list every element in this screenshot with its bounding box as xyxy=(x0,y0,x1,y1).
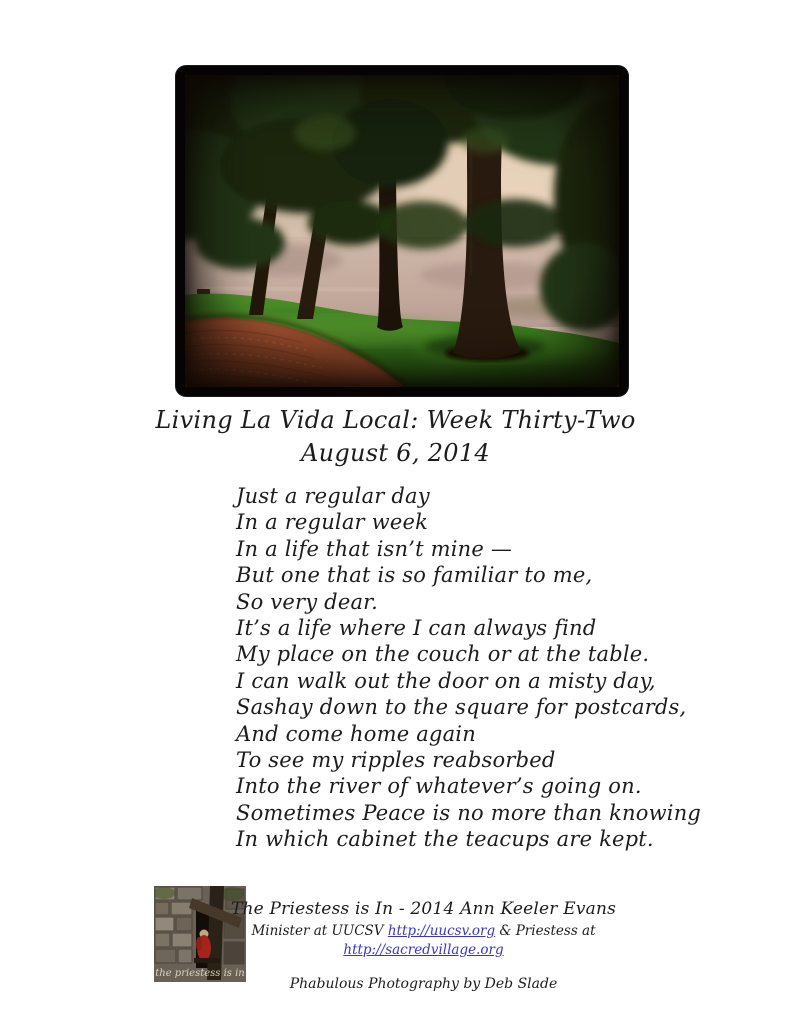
park-photo-illustration xyxy=(185,75,619,387)
logo-caption: the priestess is in xyxy=(155,968,245,979)
uucsv-link[interactable]: http://uucsv.org xyxy=(387,923,496,939)
sacredvillage-link[interactable]: http://sacredvillage.org xyxy=(343,942,504,958)
poem-line: So very dear. xyxy=(236,589,378,614)
poem-line: Into the river of whatever’s going on. xyxy=(236,774,642,799)
poem-line: To see my ripples reabsorbed xyxy=(236,748,556,773)
poem-line: Sashay down to the square for postcards, xyxy=(236,695,687,720)
poem-line: My place on the couch or at the table. xyxy=(236,642,650,667)
credit-prefix: Minister at UUCSV xyxy=(251,923,388,939)
photo-frame xyxy=(176,66,628,396)
footer xyxy=(176,898,671,994)
title-block xyxy=(0,404,791,470)
poem-line: In a regular week xyxy=(236,510,429,535)
poem-line: But one that is so familiar to me, xyxy=(236,563,593,588)
photography-credit: Phabulous Photography by Deb Slade xyxy=(289,976,558,992)
poem-line: In a life that isn’t mine — xyxy=(236,536,513,561)
poem-line: Just a regular day xyxy=(236,484,430,508)
poem-line: I can walk out the door on a misty day, xyxy=(236,668,656,693)
poem-line: In which cabinet the teacups are kept. xyxy=(236,827,654,852)
park-photo xyxy=(185,75,619,387)
poem-line: It’s a life where I can always find xyxy=(236,616,597,641)
page-date: August 6, 2014 xyxy=(300,439,490,467)
page-title: Living La Vida Local: Week Thirty-Two xyxy=(155,406,636,434)
credit-middle: & Priestess at xyxy=(495,923,596,939)
poem-line: Sometimes Peace is no more than knowing xyxy=(236,800,702,825)
credit-line xyxy=(176,922,671,960)
poem xyxy=(236,483,701,853)
poem-line: And come home again xyxy=(236,721,476,746)
byline: The Priestess is In - 2014 Ann Keeler Evans xyxy=(230,899,617,919)
